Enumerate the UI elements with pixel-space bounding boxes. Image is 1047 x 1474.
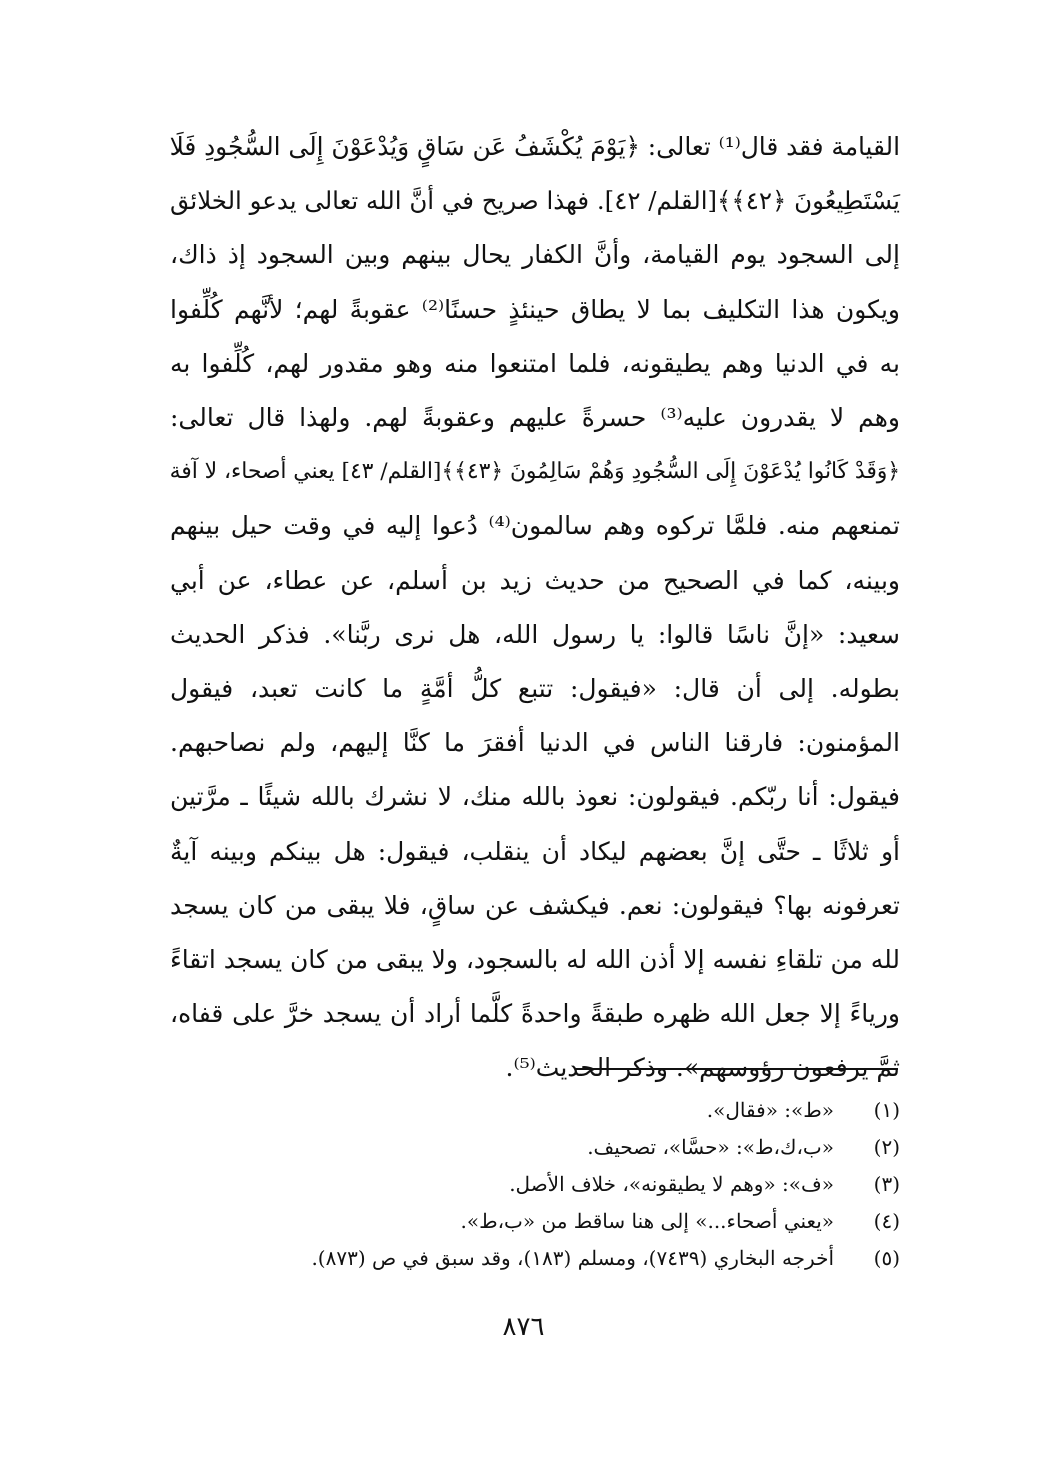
text-line: لله من تلقاءِ نفسه إلا أذن الله له بالسجود، ولا يبقى من كان يسجد اتقاءً: [170, 945, 900, 975]
footnote-item: [170, 1092, 900, 1129]
footnote-text: أخرجه البخاري (٧٤٣٩)، ومسلم (١٨٣)، وقد سبق في ص (٨٧٣).: [311, 1246, 834, 1270]
page-number: ٨٧٦: [502, 1312, 545, 1342]
footnote-divider: [575, 1068, 898, 1070]
text-line: بطوله. إلى أن قال: «فيقول: تتبع كلُّ أمَّةٍ ما كانت تعبد، فيقول: [170, 674, 900, 704]
text-line: تمنعهم منه. فلمَّا تركوه وهم سالمون⁽⁴⁾ دُعوا إليه في وقت حيل بينهم: [170, 511, 900, 541]
footnote-text: «ف»: «وهم لا يطيقونه»، خلاف الأصل.: [509, 1172, 834, 1196]
footnote-text: «ط»: «فقال».: [706, 1098, 834, 1122]
text-line: المؤمنون: فارقنا الناس في الدنيا أفقرَ ما كنَّا إليهم، ولم نصاحبهم.: [170, 728, 900, 758]
footnote-number: (٣): [873, 1172, 900, 1196]
text-line: به في الدنيا وهم يطيقونه، فلما امتنعوا منه وهو مقدور لهم، كُلِّفوا به: [170, 348, 900, 378]
text-line: تعرفونه بها؟ فيقولون: نعم. فيكشف عن ساقٍ، فلا يبقى من كان يسجد: [170, 890, 900, 920]
text-line: وبينه، كما في الصحيح من حديث زيد بن أسلم، عن عطاء، عن أبي: [170, 565, 900, 595]
footnote-item: [170, 1203, 900, 1240]
footnote-number: (٥): [873, 1246, 900, 1270]
text-line: يَسْتَطِيعُونَ ﴿٤٢﴾﴾[القلم/ ٤٢]. فهذا صريح في أنَّ الله تعالى يدعو الخلائق: [170, 186, 900, 216]
footnote-item: [170, 1166, 900, 1203]
text-line: وهم لا يقدرون عليه⁽³⁾ حسرةً عليهم وعقوبةً لهم. ولهذا قال تعالى:: [170, 403, 900, 433]
text-line: ثمَّ يرفعون رؤوسهم». وذكر الحديث⁽⁵⁾.: [505, 1053, 900, 1083]
main-text-block: [170, 120, 900, 1096]
footnote-text: «ب،ك،ط»: «حسَّا»، تصحيف.: [587, 1135, 834, 1159]
footnote-number: (١): [873, 1098, 900, 1122]
footnote-item: [170, 1129, 900, 1166]
text-line: القيامة فقد قال⁽¹⁾ تعالى: ﴿يَوْمَ يُكْشَفُ عَن سَاقٍ وَيُدْعَوْنَ إِلَى السُّجُودِ فَلَا: [169, 132, 900, 161]
footnote-item: [170, 1240, 900, 1277]
text-line: ﴿وَقَدْ كَانُوا يُدْعَوْنَ إِلَى السُّجُودِ وَهُمْ سَالِمُونَ ﴿٤٣﴾﴾[القلم/ ٤٣] يعني أصحاء، لا آفة: [169, 459, 900, 485]
text-line: سعيد: «إنَّ ناسًا قالوا: يا رسول الله، هل نرى ربَّنا». فذكر الحديث: [170, 619, 900, 649]
text-line: فيقول: أنا ربّكم. فيقولون: نعوذ بالله منك، لا نشرك بالله شيئًا ـ مرَّتين: [170, 782, 900, 812]
footnote-number: (٤): [873, 1209, 900, 1233]
footnote-text: «يعني أصحاء...» إلى هنا ساقط من «ب،ط».: [460, 1209, 834, 1233]
text-line: إلى السجود يوم القيامة، وأنَّ الكفار يحال بينهم وبين السجود إذ ذاك،: [170, 240, 900, 270]
text-line: ورياءً إلا جعل الله ظهره طبقةً واحدةً كلَّما أراد أن يسجد خرَّ على قفاه،: [170, 999, 900, 1029]
footnote-number: (٢): [873, 1135, 900, 1159]
text-line: أو ثلاثًا ـ حتَّى إنَّ بعضهم ليكاد أن ينقلب، فيقول: هل بينكم وبينه آيةٌ: [170, 836, 900, 866]
footnotes-list: [170, 1092, 900, 1277]
text-line: ويكون هذا التكليف بما لا يطاق حينئذٍ حسنًا⁽²⁾ عقوبةً لهم؛ لأنَّهم كُلِّفوا: [170, 294, 901, 324]
